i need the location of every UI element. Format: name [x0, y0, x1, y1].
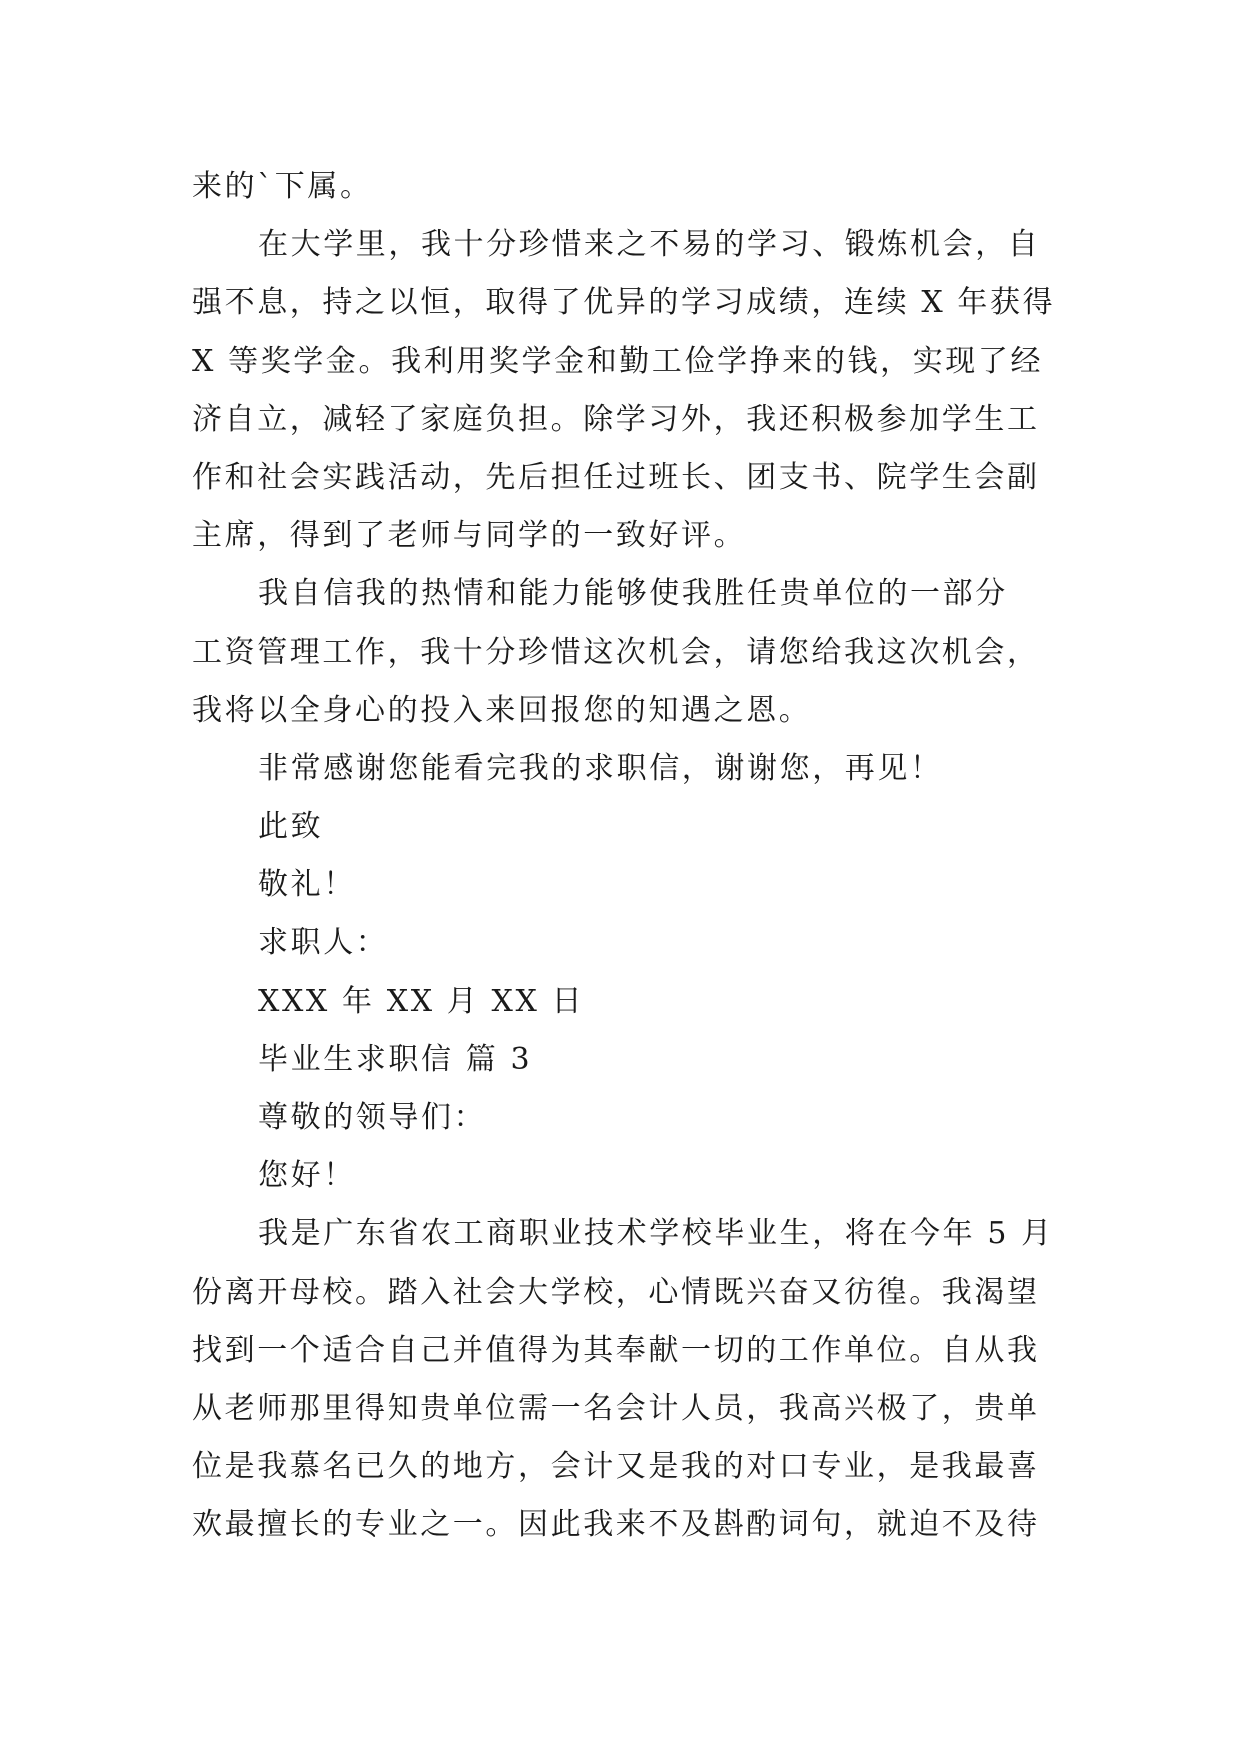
signature-date: XXX 年 XX 月 XX 日: [258, 983, 585, 1019]
salutation-closing: 此致: [258, 809, 324, 845]
text-line: 济自立，减轻了家庭负担。除学习外，我还积极参加学生工: [192, 401, 1040, 437]
text-line: 工资管理工作，我十分珍惜这次机会，请您给我这次机会，: [192, 634, 1040, 670]
text-line: 找到一个适合自己并值得为其奉献一切的工作单位。自从我: [192, 1332, 1040, 1368]
text-line: 从老师那里得知贵单位需一名会计人员，我高兴极了，贵单: [192, 1390, 1040, 1426]
paragraph-start-line: 我自信我的热情和能力能够使我胜任贵单位的一部分: [258, 576, 1008, 612]
text-line: 作和社会实践活动，先后担任过班长、团支书、院学生会副: [192, 459, 1040, 495]
text-line: 我将以全身心的投入来回报您的知遇之恩。: [192, 692, 812, 728]
text-line: 欢最擅长的专业之一。因此我来不及斟酌词句，就迫不及待: [192, 1507, 1040, 1543]
text-line: 来的`下属。: [192, 169, 373, 204]
paragraph-start-line: 我是广东省农工商职业技术学校毕业生，将在今年 5 月: [258, 1216, 1054, 1252]
closing-thanks-line: 非常感谢您能看完我的求职信，谢谢您，再见！: [258, 750, 943, 786]
text-line: X 等奖学金。我利用奖学金和勤工俭学挣来的钱，实现了经: [192, 343, 1044, 379]
text-line: 强不息，持之以恒，取得了优异的学习成绩，连续 X 年获得: [192, 285, 1056, 321]
letter-body: [192, 158, 1072, 1555]
text-line: 位是我慕名已久的地方，会计又是我的对口专业，是我最喜: [192, 1449, 1040, 1485]
salutation-regards: 敬礼！: [258, 867, 356, 903]
greeting-addressee: 尊敬的领导们：: [258, 1100, 487, 1135]
section-heading: 毕业生求职信 篇 3: [258, 1041, 533, 1077]
text-line: 份离开母校。踏入社会大学校，心情既兴奋又彷徨。我渴望: [192, 1274, 1040, 1310]
signature-applicant: 求职人：: [258, 925, 389, 961]
greeting-hello: 您好！: [258, 1158, 356, 1194]
text-line: 主席，得到了老师与同学的一致好评。: [192, 518, 747, 554]
paragraph-start-line: 在大学里，我十分珍惜来之不易的学习、锻炼机会，自: [258, 227, 1041, 263]
